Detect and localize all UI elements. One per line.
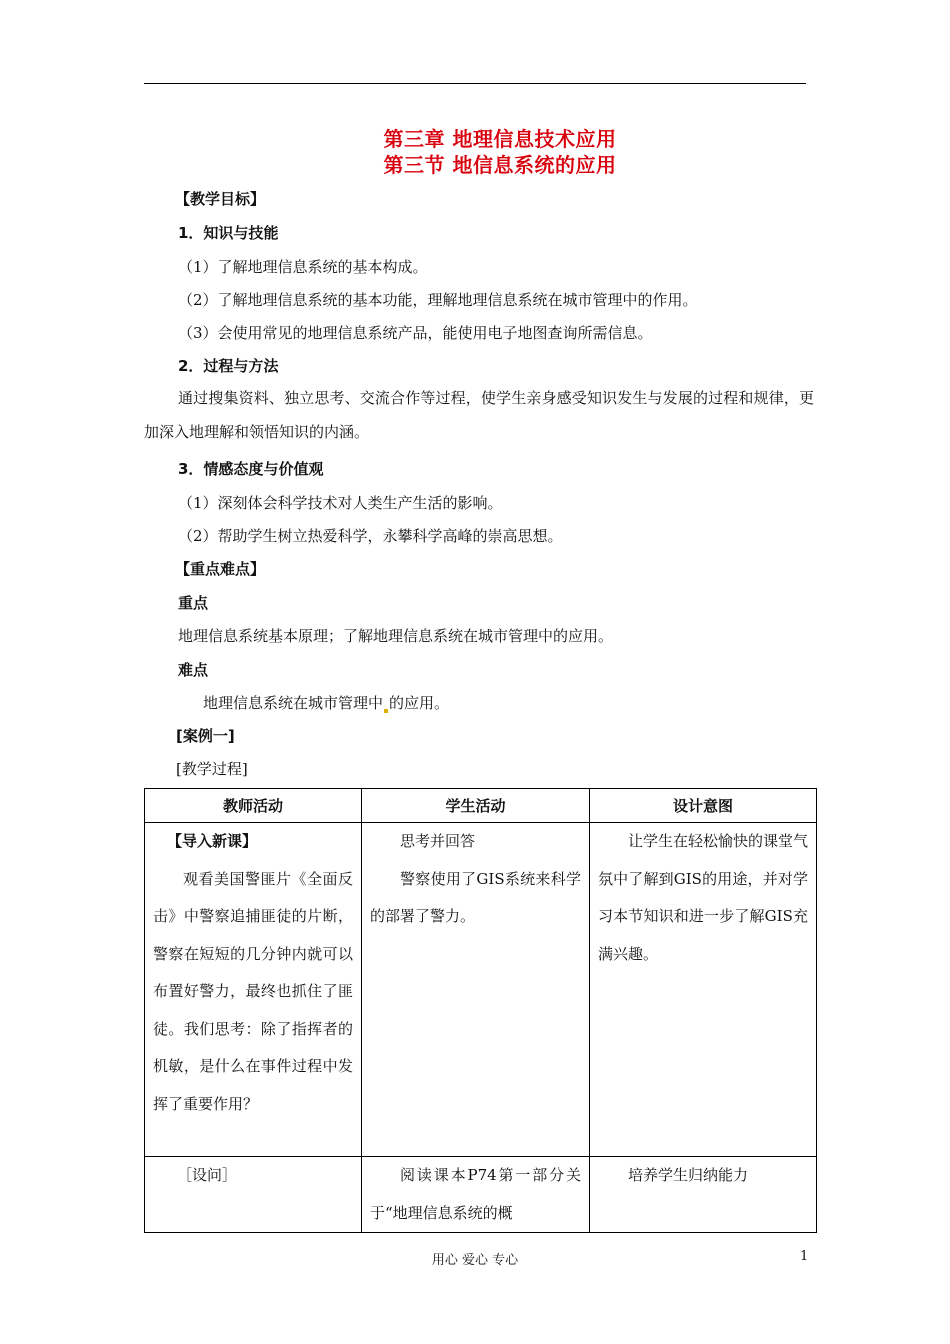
student-title: 思考并回答 bbox=[400, 832, 476, 850]
emotion-item-1: （1）深刻体会科学技术对人类生产生活的影响。 bbox=[178, 494, 503, 512]
knowledge-item-3: （3）会使用常见的地理信息系统产品，能使用电子地图查询所需信息。 bbox=[178, 324, 653, 342]
teacher-title: 【导入新课】 bbox=[167, 832, 258, 850]
teacher-title: ［设问］ bbox=[177, 1166, 238, 1184]
focus-text: 地理信息系统基本原理；了解地理信息系统在城市管理中的应用。 bbox=[178, 627, 614, 645]
process-subheading: [教学过程] bbox=[176, 760, 248, 778]
knowledge-item-1: （1）了解地理信息系统的基本构成。 bbox=[178, 258, 428, 276]
design-text: 培养学生归纳能力 bbox=[628, 1166, 749, 1184]
page-number: 1 bbox=[800, 1249, 809, 1264]
student-cell bbox=[362, 823, 590, 1157]
emotion-heading: 3．情感态度与价值观 bbox=[178, 460, 324, 478]
emotion-item-2: （2）帮助学生树立热爱科学，永攀科学高峰的崇高思想。 bbox=[178, 527, 563, 545]
design-cell bbox=[590, 823, 817, 1157]
design-cell bbox=[590, 1157, 817, 1233]
knowledge-heading: 1．知识与技能 bbox=[178, 224, 279, 242]
difficulty-text bbox=[203, 692, 449, 713]
highlight-marker bbox=[384, 709, 388, 713]
teacher-text: 观看美国警匪片《全面反击》中警察追捕匪徒的片断，警察在短短的几分钟内就可以布置好警力，最终也抓住了匪徒。我们思考：除了指挥者的机敏，是什么在事件过程中发挥了重要作用？ bbox=[153, 869, 353, 1113]
focus-label: 重点 bbox=[178, 594, 209, 612]
difficulty-text-part-2: 的应用。 bbox=[389, 694, 450, 712]
case-heading: [案例一] bbox=[176, 727, 235, 745]
student-text: 阅读课本P74第一部分关于“地理信息系统的概 bbox=[370, 1166, 581, 1222]
process-paragraph: 通过搜集资料、独立思考、交流合作等过程，使学生亲身感受知识发生与发展的过程和规律，更加深入地理解和领悟知识的内涵。 bbox=[144, 389, 814, 441]
objectives-heading: 【教学目标】 bbox=[175, 190, 266, 208]
header-rule bbox=[144, 83, 806, 84]
process-heading: 2．过程与方法 bbox=[178, 357, 279, 375]
difficulty-text-part-1: 地理信息系统在城市管理中 bbox=[203, 694, 384, 712]
student-text: 警察使用了GIS系统来科学的部署了警力。 bbox=[370, 869, 581, 925]
teacher-cell bbox=[145, 1157, 362, 1233]
table-row bbox=[145, 1157, 817, 1233]
knowledge-item-2: （2）了解地理信息系统的基本功能，理解地理信息系统在城市管理中的作用。 bbox=[178, 291, 698, 309]
table-row bbox=[145, 823, 817, 1157]
header-teacher: 教师活动 bbox=[145, 789, 362, 823]
footer-motto: 用心 爱心 专心 bbox=[431, 1253, 519, 1268]
header-student: 学生活动 bbox=[362, 789, 590, 823]
lesson-table bbox=[144, 788, 817, 1233]
design-text: 让学生在轻松愉快的课堂气氛中了解到GIS的用途，并对学习本节知识和进一步了解GIS充满兴趣。 bbox=[598, 832, 809, 963]
header-design: 设计意图 bbox=[590, 789, 817, 823]
difficulty-label: 难点 bbox=[178, 661, 209, 679]
section-title: 第三节 地信息系统的应用 bbox=[383, 153, 617, 177]
chapter-title: 第三章 地理信息技术应用 bbox=[383, 127, 617, 151]
student-cell bbox=[362, 1157, 590, 1233]
table-header-row bbox=[145, 789, 817, 823]
teacher-cell bbox=[145, 823, 362, 1157]
key-points-heading: 【重点难点】 bbox=[175, 560, 266, 578]
